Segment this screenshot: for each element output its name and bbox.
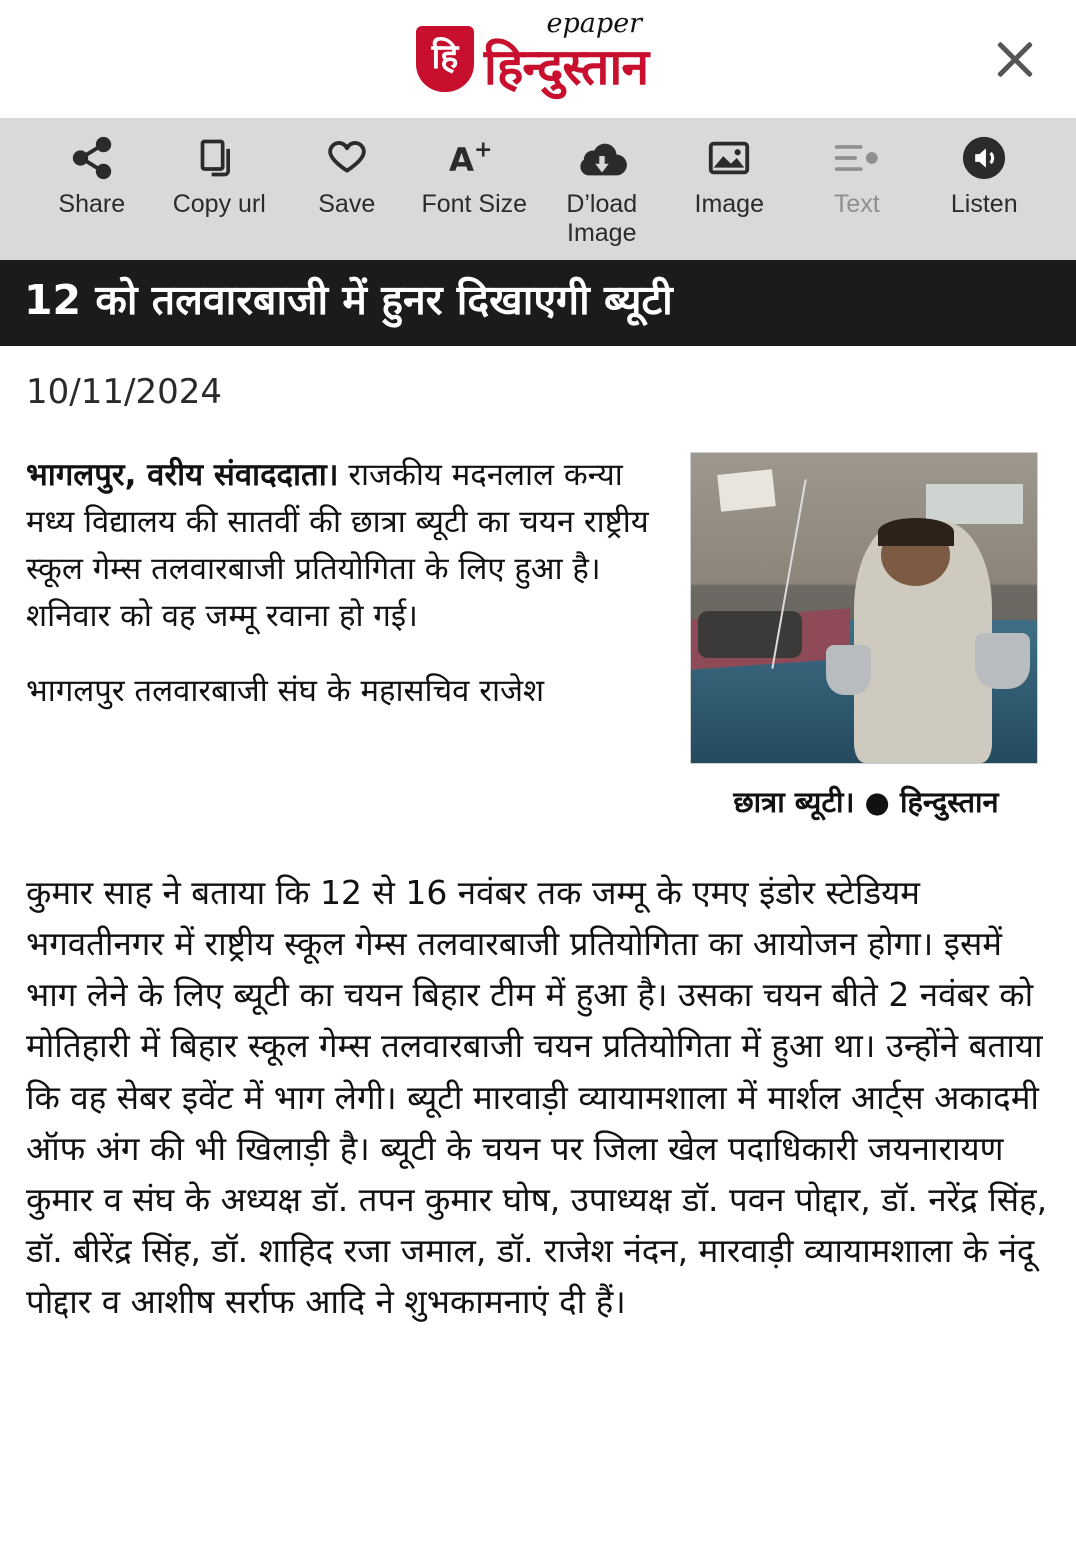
- brand-logo[interactable]: [416, 8, 649, 96]
- article-paragraph-1-rest: राजकीय मदनलाल कन्या मध्य विद्यालय की सातवीं की छात्रा ब्यूटी का चयन राष्ट्रीय स्कूल गेम्स तलवारबाजी प्रतियोगिता के लिए हुआ है। शनिवार को वह जम्मू रवाना हो गई।: [26, 457, 649, 635]
- article-headline: 12 को तलवारबाजी में हुनर दिखाएगी ब्यूटी: [0, 260, 1076, 346]
- font-size-button[interactable]: [411, 132, 539, 219]
- font-size-icon: [449, 132, 499, 184]
- text-label: Text: [833, 190, 880, 218]
- copy-url-button[interactable]: [156, 132, 284, 219]
- listen-label: Listen: [950, 190, 1018, 218]
- article-date: 10/11/2024: [26, 372, 222, 412]
- svg-text:A: A: [449, 141, 475, 180]
- photo-caption: छात्रा ब्यूटी। ● हिन्दुस्तान: [733, 785, 999, 819]
- image-button[interactable]: [666, 132, 794, 219]
- epaper-label: epaper: [546, 8, 643, 39]
- article-body: [0, 346, 1076, 1327]
- save-label: Save: [318, 190, 376, 218]
- brand-name: हिन्दुस्तान: [483, 38, 649, 96]
- svg-text:+: +: [474, 137, 493, 163]
- article-paragraph-3: कुमार साह ने बताया कि 12 से 16 नवंबर तक जम्मू के एमए इंडोर स्टेडियम भगवतीनगर में राष्ट्रीय स्कूल गेम्स तलवारबाजी प्रतियोगिता का आयोजन होगा। इसमें भाग लेने के लिए ब्यूटी का चयन बिहार टीम में हुआ है। उसका चयन बीते 2 नवंबर को मोतिहारी में बिहार स्कूल गेम्स तलवारबाजी चयन प्रतियोगिता में हुआ था। उन्होंने बताया कि वह सेबर इवेंट में भाग लेगी। ब्यूटी मारवाड़ी व्यायामशाला में मार्शल आर्ट्स अकादमी ऑफ अंग की भी खिलाड़ी है। ब्यूटी के चयन पर जिला खेल पदाधिकारी जयनारायण कुमार व संघ के अध्यक्ष डॉ. तपन कुमार घोष, उपाध्यक्ष डॉ. पवन पोद्दार, डॉ. नरेंद्र सिंह, डॉ. बीरेंद्र सिंह, डॉ. शाहिद रजा जमाल, डॉ. राजेश नंदन, मारवाड़ी व्यायामशाला के नंदू पोद्दार व आशीष सर्राफ आदि ने शुभकामनाएं दी हैं।: [26, 873, 1048, 1322]
- share-label: Share: [58, 190, 126, 218]
- copy-url-label: Copy url: [172, 190, 266, 218]
- article-byline: भागलपुर, वरीय संवाददाता।: [26, 457, 339, 493]
- share-icon: [69, 132, 115, 184]
- save-button[interactable]: [283, 132, 411, 219]
- article-photo: [690, 452, 1038, 764]
- listen-button[interactable]: [921, 132, 1049, 219]
- share-button[interactable]: [28, 132, 156, 219]
- action-toolbar: [0, 118, 1076, 260]
- text-icon: [833, 132, 881, 184]
- cloud-download-icon: [575, 132, 629, 184]
- font-size-label: Font Size: [421, 190, 528, 218]
- article-paragraph-1: [26, 452, 666, 640]
- article-left-column: [26, 452, 666, 744]
- text-button[interactable]: [793, 132, 921, 219]
- download-image-button[interactable]: [538, 132, 666, 248]
- image-label: Image: [694, 190, 764, 218]
- shield-icon: हि: [416, 26, 474, 92]
- copy-icon: [197, 132, 241, 184]
- article-figure: [690, 452, 1042, 821]
- heart-icon: [324, 132, 370, 184]
- download-image-label: D’load Image: [566, 190, 638, 247]
- close-icon[interactable]: [988, 32, 1042, 86]
- article-paragraph-2: भागलपुर तलवारबाजी संघ के महासचिव राजेश: [26, 673, 545, 710]
- speaker-icon: [960, 132, 1008, 184]
- image-icon: [705, 132, 753, 184]
- masthead: [0, 0, 1076, 118]
